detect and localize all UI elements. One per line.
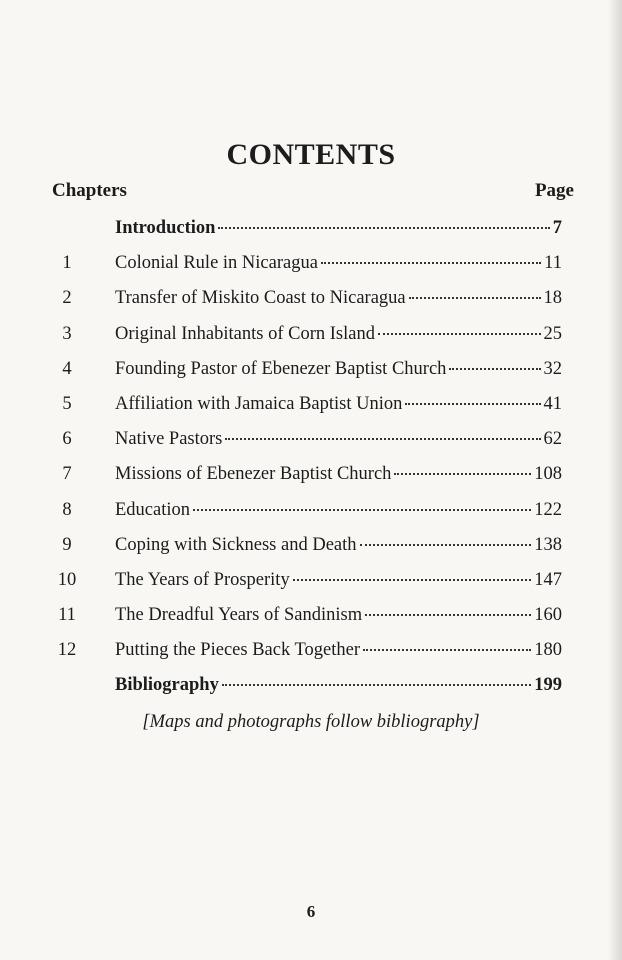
page-header: Page — [534, 180, 574, 201]
table-of-contents — [0, 212, 622, 705]
chapter-title: Missions of Ebenezer Baptist Church — [115, 464, 392, 485]
chapter-number: 12 — [57, 640, 77, 661]
chapter-page: 32 — [543, 358, 562, 379]
dot-leader — [394, 473, 531, 475]
chapters-header: Chapters — [52, 180, 127, 201]
chapter-number: 10 — [57, 569, 77, 590]
page-number: 6 — [306, 902, 316, 921]
dot-leader — [293, 579, 532, 581]
toc-entry — [115, 218, 562, 239]
chapter-title: Bibliography — [115, 675, 219, 696]
toc-row — [0, 599, 622, 634]
dot-leader — [405, 403, 540, 405]
chapter-title: Founding Pastor of Ebenezer Baptist Church — [115, 358, 447, 379]
chapter-number: 4 — [62, 358, 72, 379]
dot-leader — [222, 684, 531, 686]
toc-entry — [115, 324, 562, 345]
toc-entry — [115, 675, 562, 696]
toc-entry — [115, 535, 562, 556]
dot-leader — [321, 262, 541, 264]
toc-entry — [115, 394, 562, 415]
chapter-page: 11 — [544, 253, 562, 274]
toc-row — [0, 458, 622, 493]
contents-title: CONTENTS — [226, 138, 396, 171]
toc-row — [0, 318, 622, 353]
dot-leader — [363, 649, 531, 651]
toc-entry — [115, 570, 562, 591]
chapter-page: 122 — [534, 499, 562, 520]
toc-entry — [115, 429, 562, 450]
chapter-number: 11 — [58, 605, 76, 626]
chapter-number: 8 — [62, 499, 72, 520]
chapter-page: 199 — [534, 675, 562, 696]
chapter-title: Introduction — [115, 218, 216, 238]
chapter-title: Putting the Pieces Back Together — [115, 640, 360, 661]
toc-row — [0, 494, 622, 529]
chapter-page: 41 — [543, 393, 562, 414]
toc-row — [0, 247, 622, 282]
chapter-title: Native Pastors — [115, 429, 223, 450]
toc-entry — [115, 464, 562, 485]
chapter-title: The Years of Prosperity — [115, 569, 290, 590]
toc-entry — [115, 253, 562, 274]
toc-row — [0, 529, 622, 564]
dot-leader — [225, 438, 540, 440]
toc-row — [0, 388, 622, 423]
toc-entry — [115, 288, 562, 309]
chapter-number: 3 — [62, 323, 72, 344]
chapter-number: 5 — [62, 393, 72, 414]
dot-leader — [378, 333, 541, 335]
toc-row — [0, 564, 622, 599]
dot-leader — [218, 227, 549, 229]
chapter-title: Colonial Rule in Nicaragua — [115, 253, 318, 274]
chapter-number: 1 — [62, 253, 72, 274]
dot-leader — [193, 509, 531, 511]
toc-row — [0, 353, 622, 388]
chapter-page: 138 — [534, 534, 562, 555]
chapter-title: Education — [115, 499, 191, 520]
toc-row — [0, 423, 622, 458]
chapter-number: 2 — [62, 288, 72, 309]
maps-photos-note: [Maps and photographs follow bibliography] — [142, 712, 480, 732]
dot-leader — [449, 368, 540, 370]
chapter-page: 180 — [534, 640, 562, 661]
chapter-title: Transfer of Miskito Coast to Nicaragua — [115, 288, 406, 309]
chapter-page: 62 — [543, 429, 562, 450]
chapter-title: Affiliation with Jamaica Baptist Union — [115, 393, 403, 414]
chapter-title: Coping with Sickness and Death — [115, 534, 357, 555]
toc-row — [0, 669, 622, 704]
toc-row — [0, 212, 622, 247]
dot-leader — [409, 297, 541, 299]
chapter-number: 7 — [62, 464, 72, 485]
chapter-page: 147 — [534, 569, 562, 590]
chapter-page: 108 — [534, 464, 562, 485]
toc-entry — [115, 359, 562, 380]
chapter-page: 160 — [534, 605, 562, 626]
chapter-page: 25 — [543, 323, 562, 344]
chapter-page: 7 — [552, 218, 562, 238]
dot-leader — [365, 614, 531, 616]
toc-entry — [115, 500, 562, 521]
toc-row — [0, 282, 622, 317]
toc-entry — [115, 605, 562, 626]
chapter-page: 18 — [543, 288, 562, 309]
chapter-title: The Dreadful Years of Sandinism — [115, 605, 363, 626]
chapter-number: 6 — [62, 429, 72, 450]
toc-entry — [115, 640, 562, 661]
dot-leader — [360, 544, 532, 546]
chapter-title: Original Inhabitants of Corn Island — [115, 323, 375, 344]
toc-row — [0, 634, 622, 669]
chapter-number: 9 — [62, 534, 72, 555]
